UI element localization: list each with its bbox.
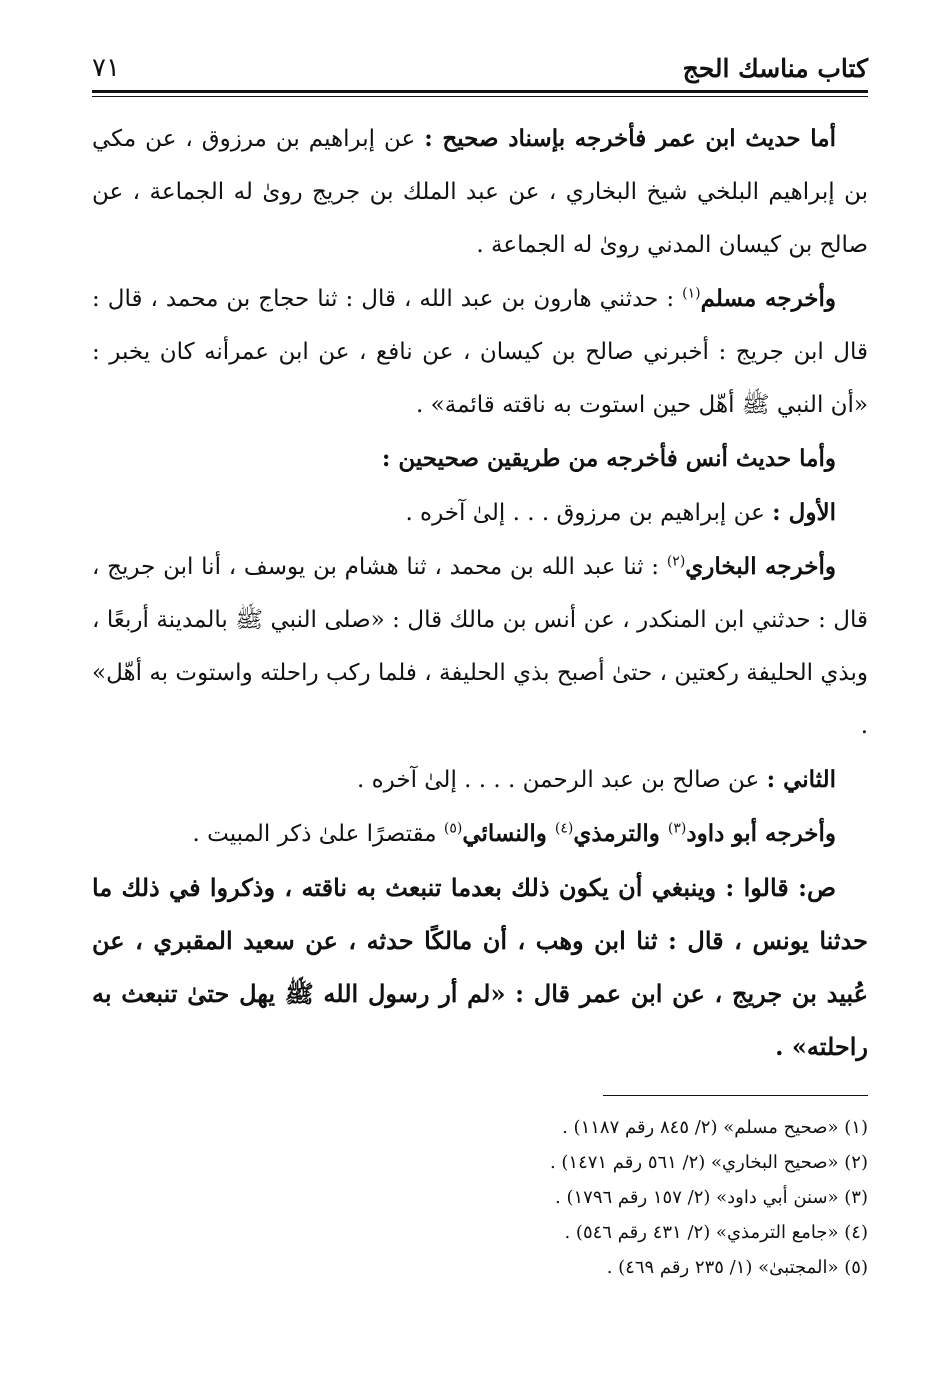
footnote: (٣) «سنن أبي داود» (٢/ ١٥٧ رقم ١٧٩٦) . <box>555 1187 868 1208</box>
footnote: (١) «صحيح مسلم» (٢/ ٨٤٥ رقم ١١٨٧) . <box>562 1117 868 1138</box>
paragraph-bukhari <box>92 540 868 753</box>
footnote: (٥) «المجتبىٰ» (١/ ٢٣٥ رقم ٤٦٩) . <box>606 1257 868 1278</box>
paragraph-first-route <box>92 486 868 540</box>
footnote-separator <box>603 1095 868 1096</box>
page-number: ٧١ <box>92 53 120 83</box>
paragraph-heading: أما حديث ابن عمر فأخرجه بإسناد صحيح : <box>424 125 836 152</box>
page-header <box>92 46 868 90</box>
paragraph-muslim <box>92 272 868 432</box>
paragraph-heading: والترمذي <box>573 820 668 847</box>
paragraph-heading: وأما حديث أنس فأخرجه من طريقين صحيحين : <box>381 445 836 472</box>
paragraph-abu-dawud <box>92 807 868 861</box>
paragraph-ibn-umar <box>92 112 868 272</box>
footnote: (٢) «صحيح البخاري» (٢/ ٥٦١ رقم ١٤٧١) . <box>549 1152 868 1173</box>
footnote-ref: (٢) <box>666 553 686 570</box>
paragraph-anas-heading <box>92 432 868 486</box>
main-text <box>92 112 868 1073</box>
paragraph-text: عن إبراهيم بن مرزوق ، عن مكي بن إبراهيم البلخي شيخ البخاري ، عن عبد الملك بن جريج روىٰ له الجماعة ، عن صالح بن كيسان المدني روىٰ له الجماعة . <box>92 126 868 258</box>
paragraph-heading: وأخرجه مسلم <box>700 285 836 312</box>
paragraph-matn <box>92 861 868 1073</box>
paragraph-text: عن إبراهيم بن مرزوق . . . إلىٰ آخره . <box>405 500 773 526</box>
paragraph-heading: الأول : <box>772 499 836 526</box>
paragraph-text: ص: قالوا : وينبغي أن يكون ذلك بعدما تنبعث به ناقته ، وذكروا في ذلك ما حدثنا يونس ، قال : ثنا ابن وهب ، أن مالكًا حدثه ، عن سعيد المقبري ، عن عُبيد بن جريج ، عن ابن عمر قال : «لم أر رسول الله ﷺ يهل حتىٰ تنبعث به راحلته» . <box>92 873 868 1061</box>
footnote-ref: (٥) <box>443 820 463 837</box>
paragraph-second-route <box>92 753 868 807</box>
footnote: (٤) «جامع الترمذي» (٢/ ٤٣١ رقم ٥٤٦) . <box>564 1222 868 1243</box>
paragraph-heading: وأخرجه البخاري <box>685 553 836 580</box>
header-rule-thin <box>92 96 868 97</box>
paragraph-text: مقتصرًا علىٰ ذكر المبيت . <box>192 821 444 847</box>
header-rule-thick <box>92 90 868 93</box>
footnote-ref: (٤) <box>554 820 574 837</box>
paragraph-heading: الثاني : <box>766 766 836 793</box>
footnote-ref: (٣) <box>667 820 687 837</box>
footnote-ref: (١) <box>682 285 701 302</box>
book-title: كتاب مناسك الحج <box>682 53 868 83</box>
paragraph-heading: والنسائي <box>462 820 555 847</box>
paragraph-text: عن صالح بن عبد الرحمن . . . . إلىٰ آخره . <box>356 767 767 793</box>
footnotes <box>92 1110 868 1285</box>
paragraph-text: : ثنا عبد الله بن محمد ، ثنا هشام بن يوسف ، أنا ابن جريج ، قال : حدثني ابن المنكدر ، عن أنس بن مالك قال : «صلى النبي ﷺ بالمدينة أربعًا ، وبذي الحليفة ركعتين ، حتىٰ أصبح بذي الحليفة ، فلما ركب راحلته واستوت به أهّل» . <box>92 554 869 739</box>
paragraph-text: : حدثني هارون بن عبد الله ، قال : ثنا حجاج بن محمد ، قال : قال ابن جريج : أخبرني صالح بن كيسان ، عن نافع ، عن ابن عمرأنه كان يخبر : «أن النبي ﷺ أهّل حين استوت به ناقته قائمة» . <box>92 286 868 418</box>
paragraph-heading: وأخرجه أبو داود <box>686 820 836 847</box>
